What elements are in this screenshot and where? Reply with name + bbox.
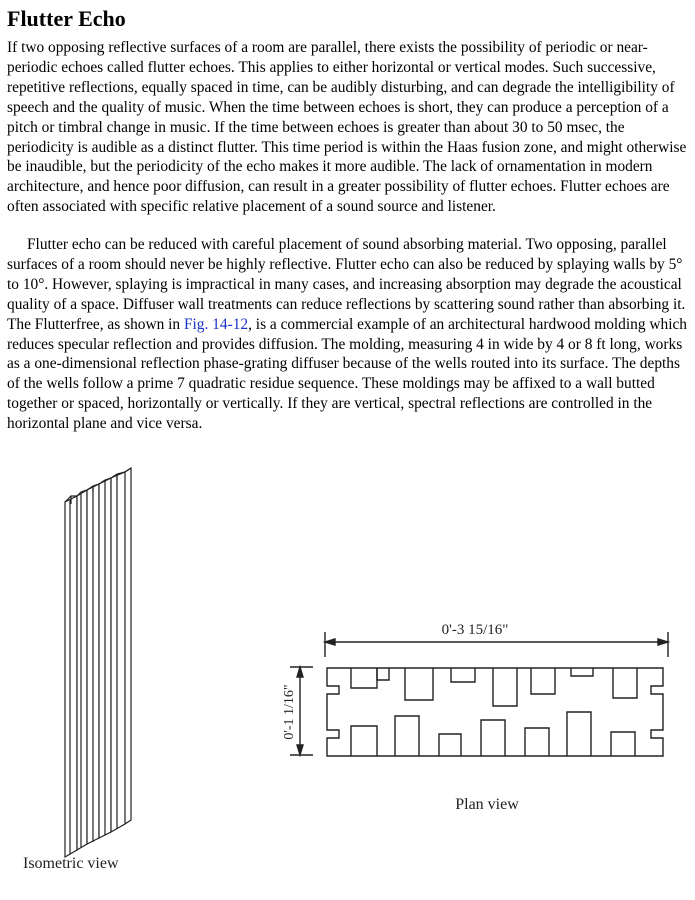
isometric-view-label: Isometric view (23, 855, 119, 872)
flutterfree-drawing (15, 462, 680, 882)
flutterfree-figure (15, 462, 680, 882)
paragraph-flutter-echo-definition: If two opposing reflective surfaces of a room are parallel, there exists the possibility of periodic or near-periodic echoes called flutter echoes. This applies to either horizontal or vertical modes. Such successive, repetitive reflections, equally spaced in time, can be audibly disturbing, and can degrade the intelligibility of speech and the quality of music. When the time between echoes is short, they can produce a perception of a pitch or timbral change in music. If the time between echoes is greater than about 30 to 50 msec, the periodicity is audible as a distinct flutter. This time period is within the Haas fusion zone, and might otherwise be inaudible, but the periodicity of the echo makes it more audible. The lack of ornamentation in modern architecture, and hence poor diffusion, can result in a greater possibility of flutter echoes. Flutter echoes are often associated with specific relative placement of a sound source and listener. (7, 39, 687, 216)
paragraph-text-before-link: Flutter echo can be reduced with careful placement of sound absorbing material. Two opposing, parallel surfaces of a room should never be highly reflective. Flutter echo can also be reduced by splaying walls by 5° to 10°. However, splaying is impractical in many cases, and increasing absorption may degrade the acoustical quality of a space. Diffuser wall treatments can reduce reflections by scattering sound rather than absorbing it. The Flutterfree, as shown in (7, 236, 686, 333)
plan-view-label: Plan view (455, 796, 519, 813)
figure-link[interactable]: Fig. 14-12 (183, 315, 249, 333)
isometric-molding-drawing (65, 468, 131, 857)
section-title: Flutter Echo (7, 6, 126, 31)
width-dimension-label: 0'-3 15/16" (441, 622, 509, 638)
plan-view-drawing (290, 632, 668, 756)
height-dimension-label: 0'-1 1/16" (282, 684, 297, 740)
paragraph-text-after-link: , is a commercial example of an architectural hardwood molding which reduces specular reflection and provides diffusion. The molding, measuring 4 in wide by 4 or 8 ft long, works as a one-dimensional reflection phase-grating diffuser because of the wells routed into its surface. The depths of the wells follow a prime 7 quadratic residue sequence. These moldings may be affixed to a wall butted together or spaced, horizontally or vertically. If they are vertical, spectral reflections are controlled in the horizontal plane and vice versa. (7, 315, 687, 433)
paragraph-flutter-echo-reduction (7, 235, 691, 434)
